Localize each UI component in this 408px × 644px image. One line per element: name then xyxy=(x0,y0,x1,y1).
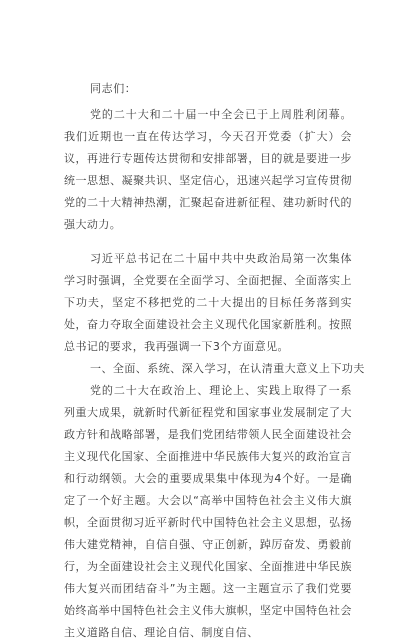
paragraph-spacer xyxy=(64,236,352,248)
section-heading: 一、全面、系统、深入学习，在认清重大意义上下功夫 xyxy=(90,362,365,375)
salutation: 同志们： xyxy=(90,82,137,95)
paragraph-opening: 党的二十大和二十届一中全会已于上周胜利闭幕。我们近期也一直在传达学习，今天召开党委（扩大）会议，再进行专题传达贯彻和安排部署，目的就是要进一步统一思想、凝聚共识、坚定信心，迅速兴起学习宣传贯彻党的二十大精神热潮，汇聚起奋进新征程、建功新时代的强大动力。 xyxy=(64,108,352,231)
document-body xyxy=(64,80,365,644)
paragraph-instruction: 习近平总书记在二十届中共中央政治局第一次集体学习时强调，全党要在全面学习、全面把握、全面落实上下功夫，坚定不移把党的二十大提出的目标任务落到实处，奋力夺取全面建设社会主义现代化国家新胜利。按照总书记的要求，我再强调一下3个方面意见。 xyxy=(64,252,352,353)
paragraph-body: 党的二十大在政治上、理论上、实践上取得了一系列重大成果，就新时代新征程党和国家事业发展制定了大政方针和战略部署，是我们党团结带领人民全面建设社会主义现代化国家、全面推进中华民族伟大复兴的政治宣言和行动纲领。大会的重要成果集中体现为4个好。一是确定了一个好主题。大会以“高举中国特色社会主义伟大旗帜，全面贯彻习近平新时代中国特色社会主义思想，弘扬伟大建党精神，自信自强、守正创新，踔厉奋发、勇毅前行，为全面建设社会主义现代化国家、全面推进中华民族伟大复兴而团结奋斗”为主题。这一主题宣示了我们党要始终高举中国特色社会主义伟大旗帜，坚定中国特色社会主义道路自信、理论自信、制度自信、 xyxy=(64,384,352,639)
